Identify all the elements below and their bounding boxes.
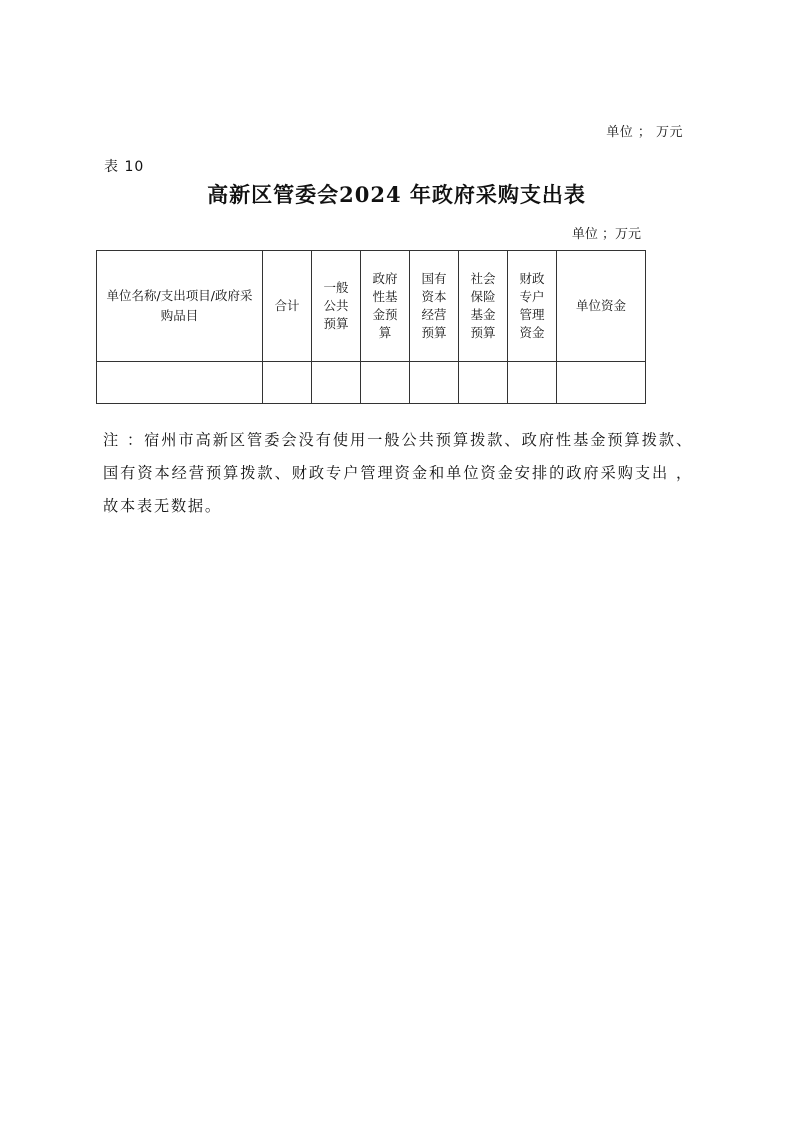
header-state-capital-budget [410,251,459,362]
table-cell [97,362,263,404]
table-number: 表 10 [104,159,145,175]
procurement-table [96,250,646,404]
header-social-insurance-budget-label: 社会保险基金预算 [470,271,496,340]
header-special-account-funds-label: 财政专户管理资金 [519,271,545,340]
table-note: 注 ：宿州市高新区管委会没有使用一般公共预算拨款、政府性基金预算拨款、国有资本经营预算拨款、财政专户管理资金和单位资金安排的政府采购支出 ，故本表无数据。 [103,431,693,515]
header-gov-fund-budget-label: 政府性基金预算 [372,271,398,340]
header-special-account-funds [508,251,557,362]
table-row [97,362,646,404]
header-total-label: 合计 [274,298,300,313]
unit-label-table: 单位 ；万元 [571,227,641,242]
header-state-capital-budget-label: 国有资本经营预算 [421,271,447,340]
table-cell [557,362,646,404]
header-gov-fund-budget [361,251,410,362]
header-unit-funds-label: 单位资金 [575,298,626,313]
table-cell [312,362,361,404]
header-general-budget [312,251,361,362]
table-cell [410,362,459,404]
header-general-budget-label: 一般公共预算 [323,280,349,331]
header-social-insurance-budget [459,251,508,362]
header-total [263,251,312,362]
table-cell [508,362,557,404]
header-unit-name-label: 单位名称/支出项目/政府采购品目 [106,288,253,323]
page-title: 高新区管委会2024 年政府采购支出表 [207,182,586,207]
header-unit-funds [557,251,646,362]
table-cell [263,362,312,404]
table-cell [361,362,410,404]
table-header-row [97,251,646,362]
unit-label-top: 单位 ； 万元 [606,125,683,140]
header-unit-name [97,251,263,362]
table-cell [459,362,508,404]
